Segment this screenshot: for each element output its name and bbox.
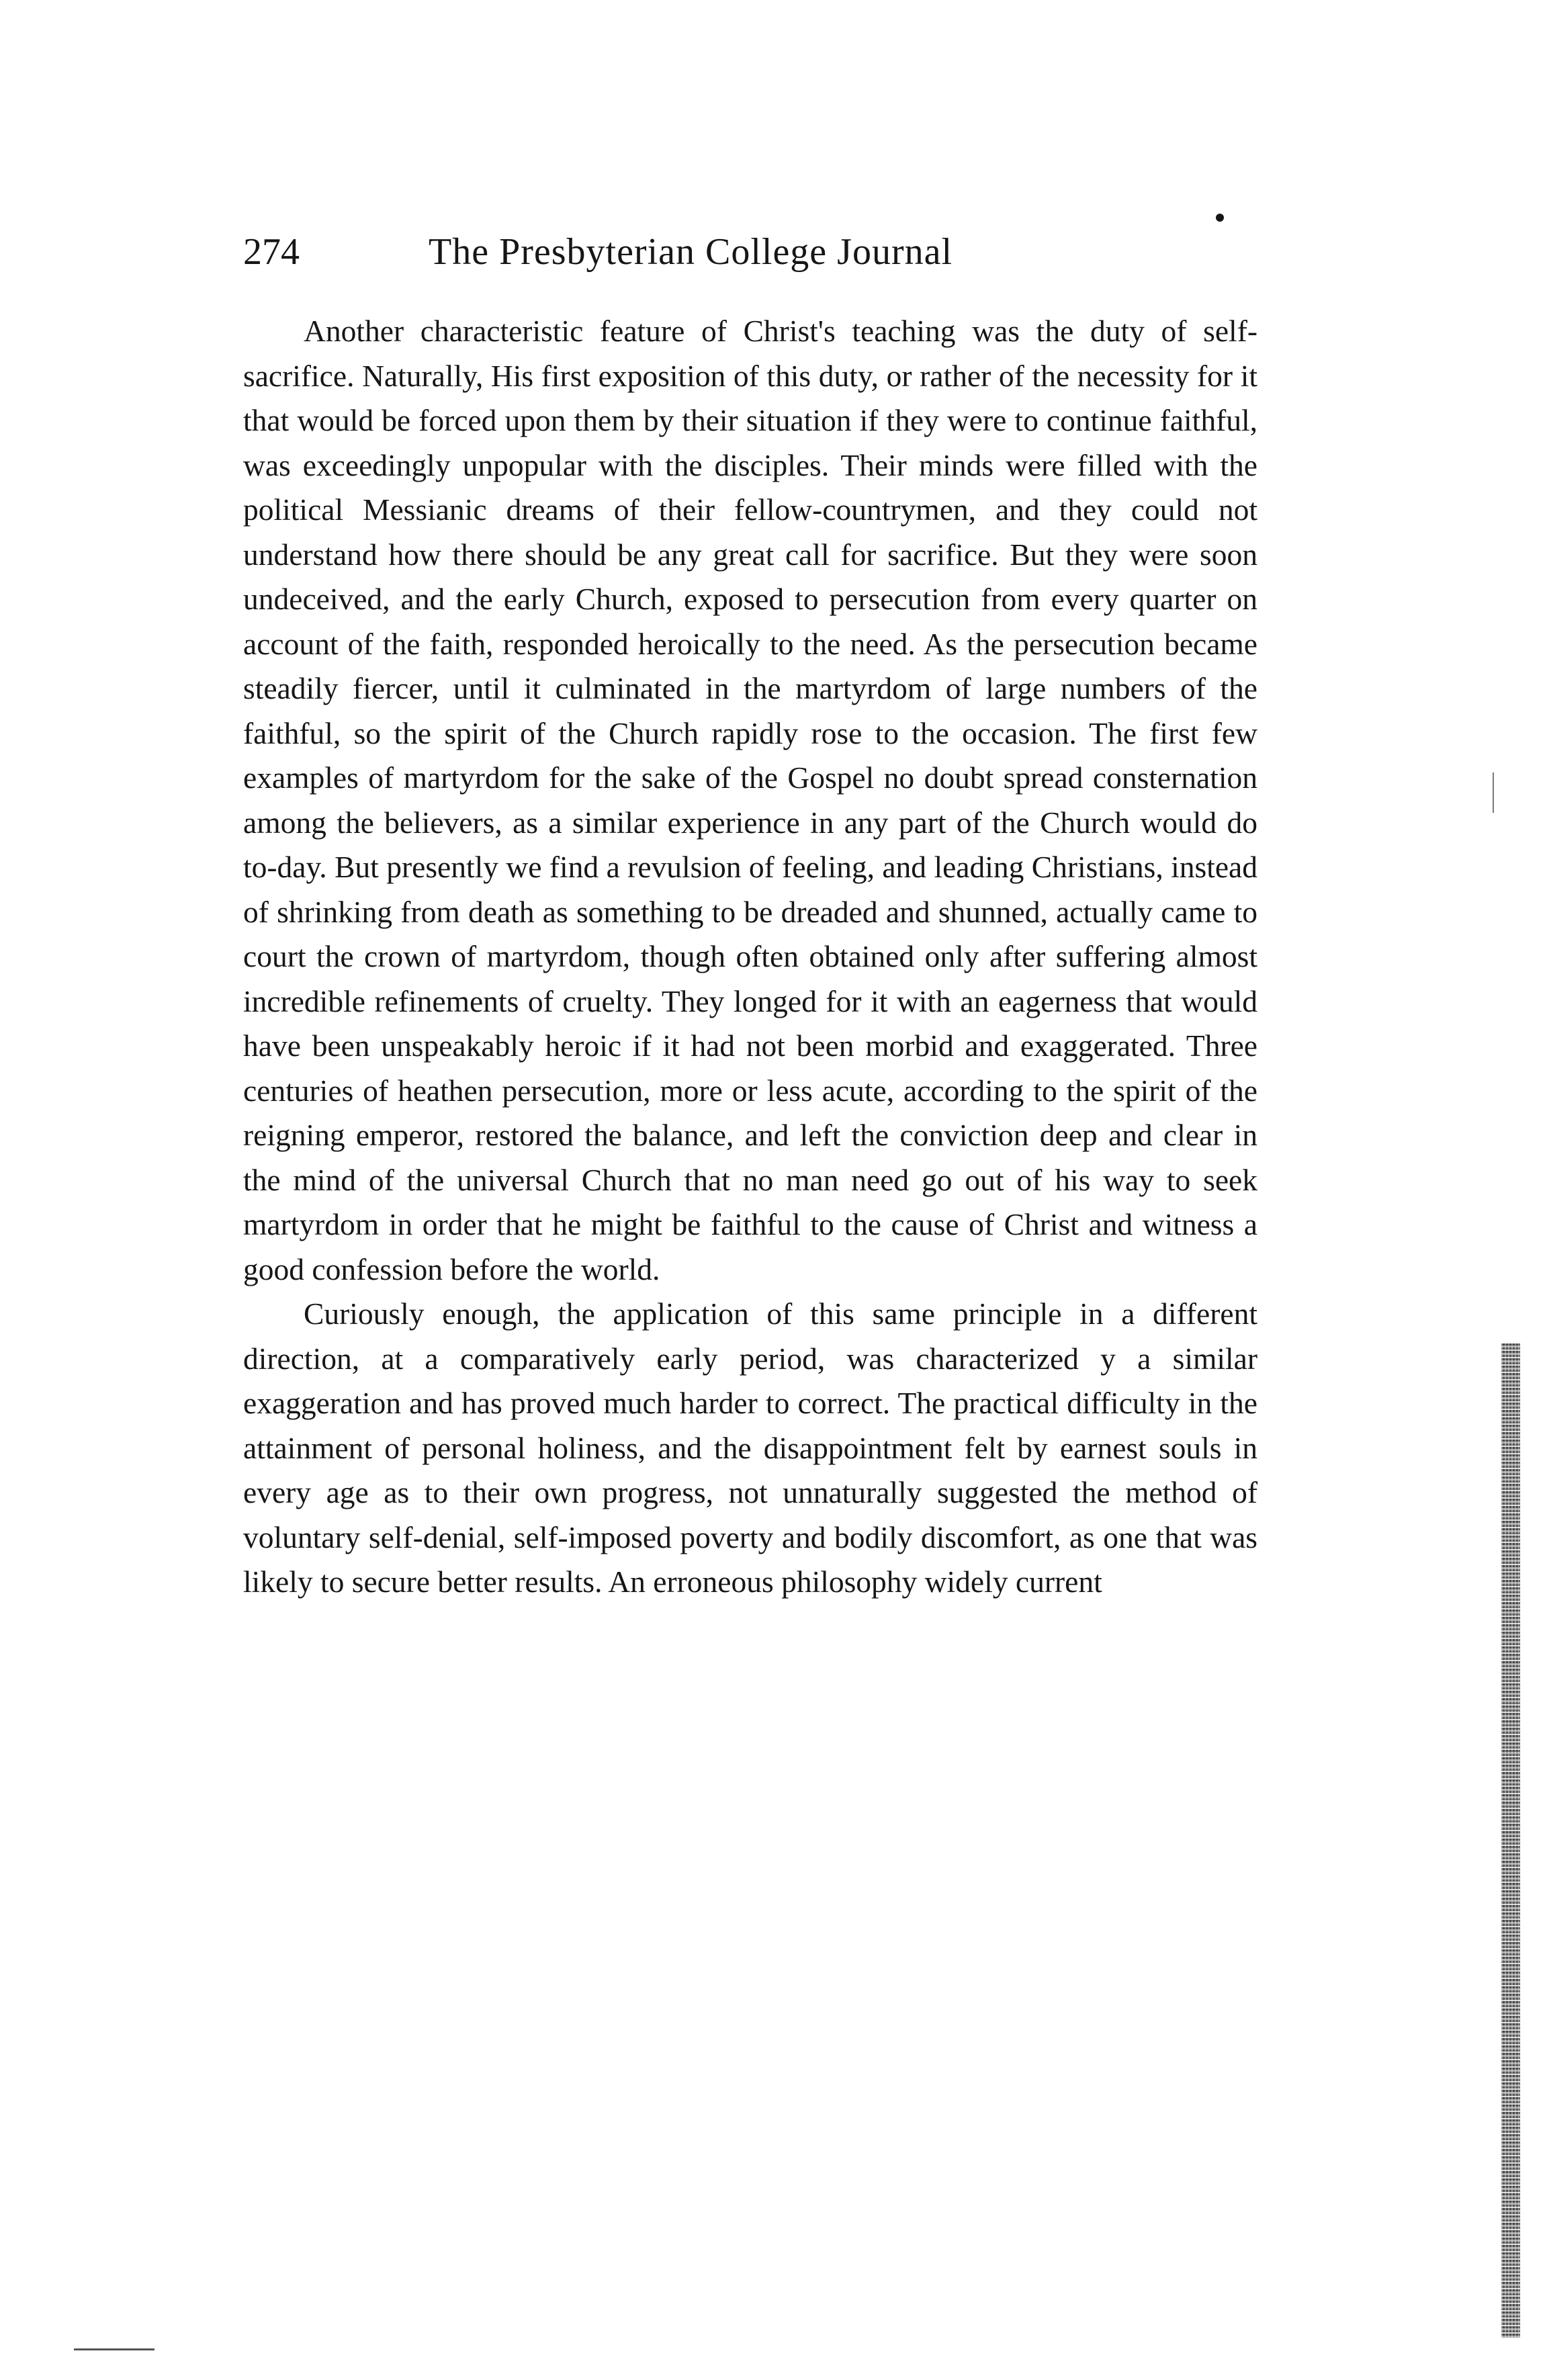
paragraph-self-sacrifice: Another characteristic feature of Christ's teaching was the duty of self-sacrifice. Naturally, His first exposition of this duty, or rather of the necessity for it that would be forced upon them by their situation if they were to continue faithful, was exceedingly unpopular with the disciples. Their minds were filled with the political Messianic dreams of their fellow-countrymen, and they could not understand how there should be any great call for sacrifice. But they were soon undeceived, and the early Church, exposed to persecution from every quarter on account of the faith, responded heroically to the need. As the persecution became steadily fiercer, until it culminated in the martyrdom of large numbers of the faithful, so the spirit of the Church rapidly rose to the occasion. The first few examples of martyrdom for the sake of the Gospel no doubt spread consternation among the believers, as a similar experience in any part of the Church would do to-day. But presently we find a revulsion of feeling, and leading Christians, instead of shrinking from death as something to be dreaded and shunned, actually came to court the crown of martyrdom, though often obtained only after suffering almost incredible refinements of cruelty. They longed for it with an eagerness that would have been unspeakably heroic if it had not been morbid and exaggerated. Three centuries of heathen persecution, more or less acute, according to the spirit of the reigning emperor, restored the balance, and left the conviction deep and clear in the mind of the universal Church that no man need go out of his way to seek martyrdom in order that he might be faithful to the cause of Christ and witness a good confession before the world. — [243, 314, 1257, 1286]
running-header — [243, 222, 1278, 282]
bullet-mark — [1216, 214, 1224, 222]
scan-artifact-tick — [1493, 773, 1494, 813]
paragraph-application: Curiously enough, the application of this same principle in a different direction, at a comparatively early period, was characterized y a similar exaggeration and has proved much harder to correct. The practical difficulty in the attainment of personal holiness, and the disappointment felt by earnest souls in every age as to their own progress, not unnaturally suggested the method of voluntary self-denial, self-imposed poverty and bodily discomfort, as one that was likely to secure better results. An erroneous philosophy widely current — [243, 1296, 1257, 1599]
journal-title: The Presbyterian College Journal — [429, 231, 953, 273]
scan-edge-noise — [1501, 1343, 1520, 2338]
scan-artifact-line — [74, 2348, 154, 2350]
page-number: 274 — [243, 231, 300, 273]
body-text — [243, 309, 1257, 1605]
